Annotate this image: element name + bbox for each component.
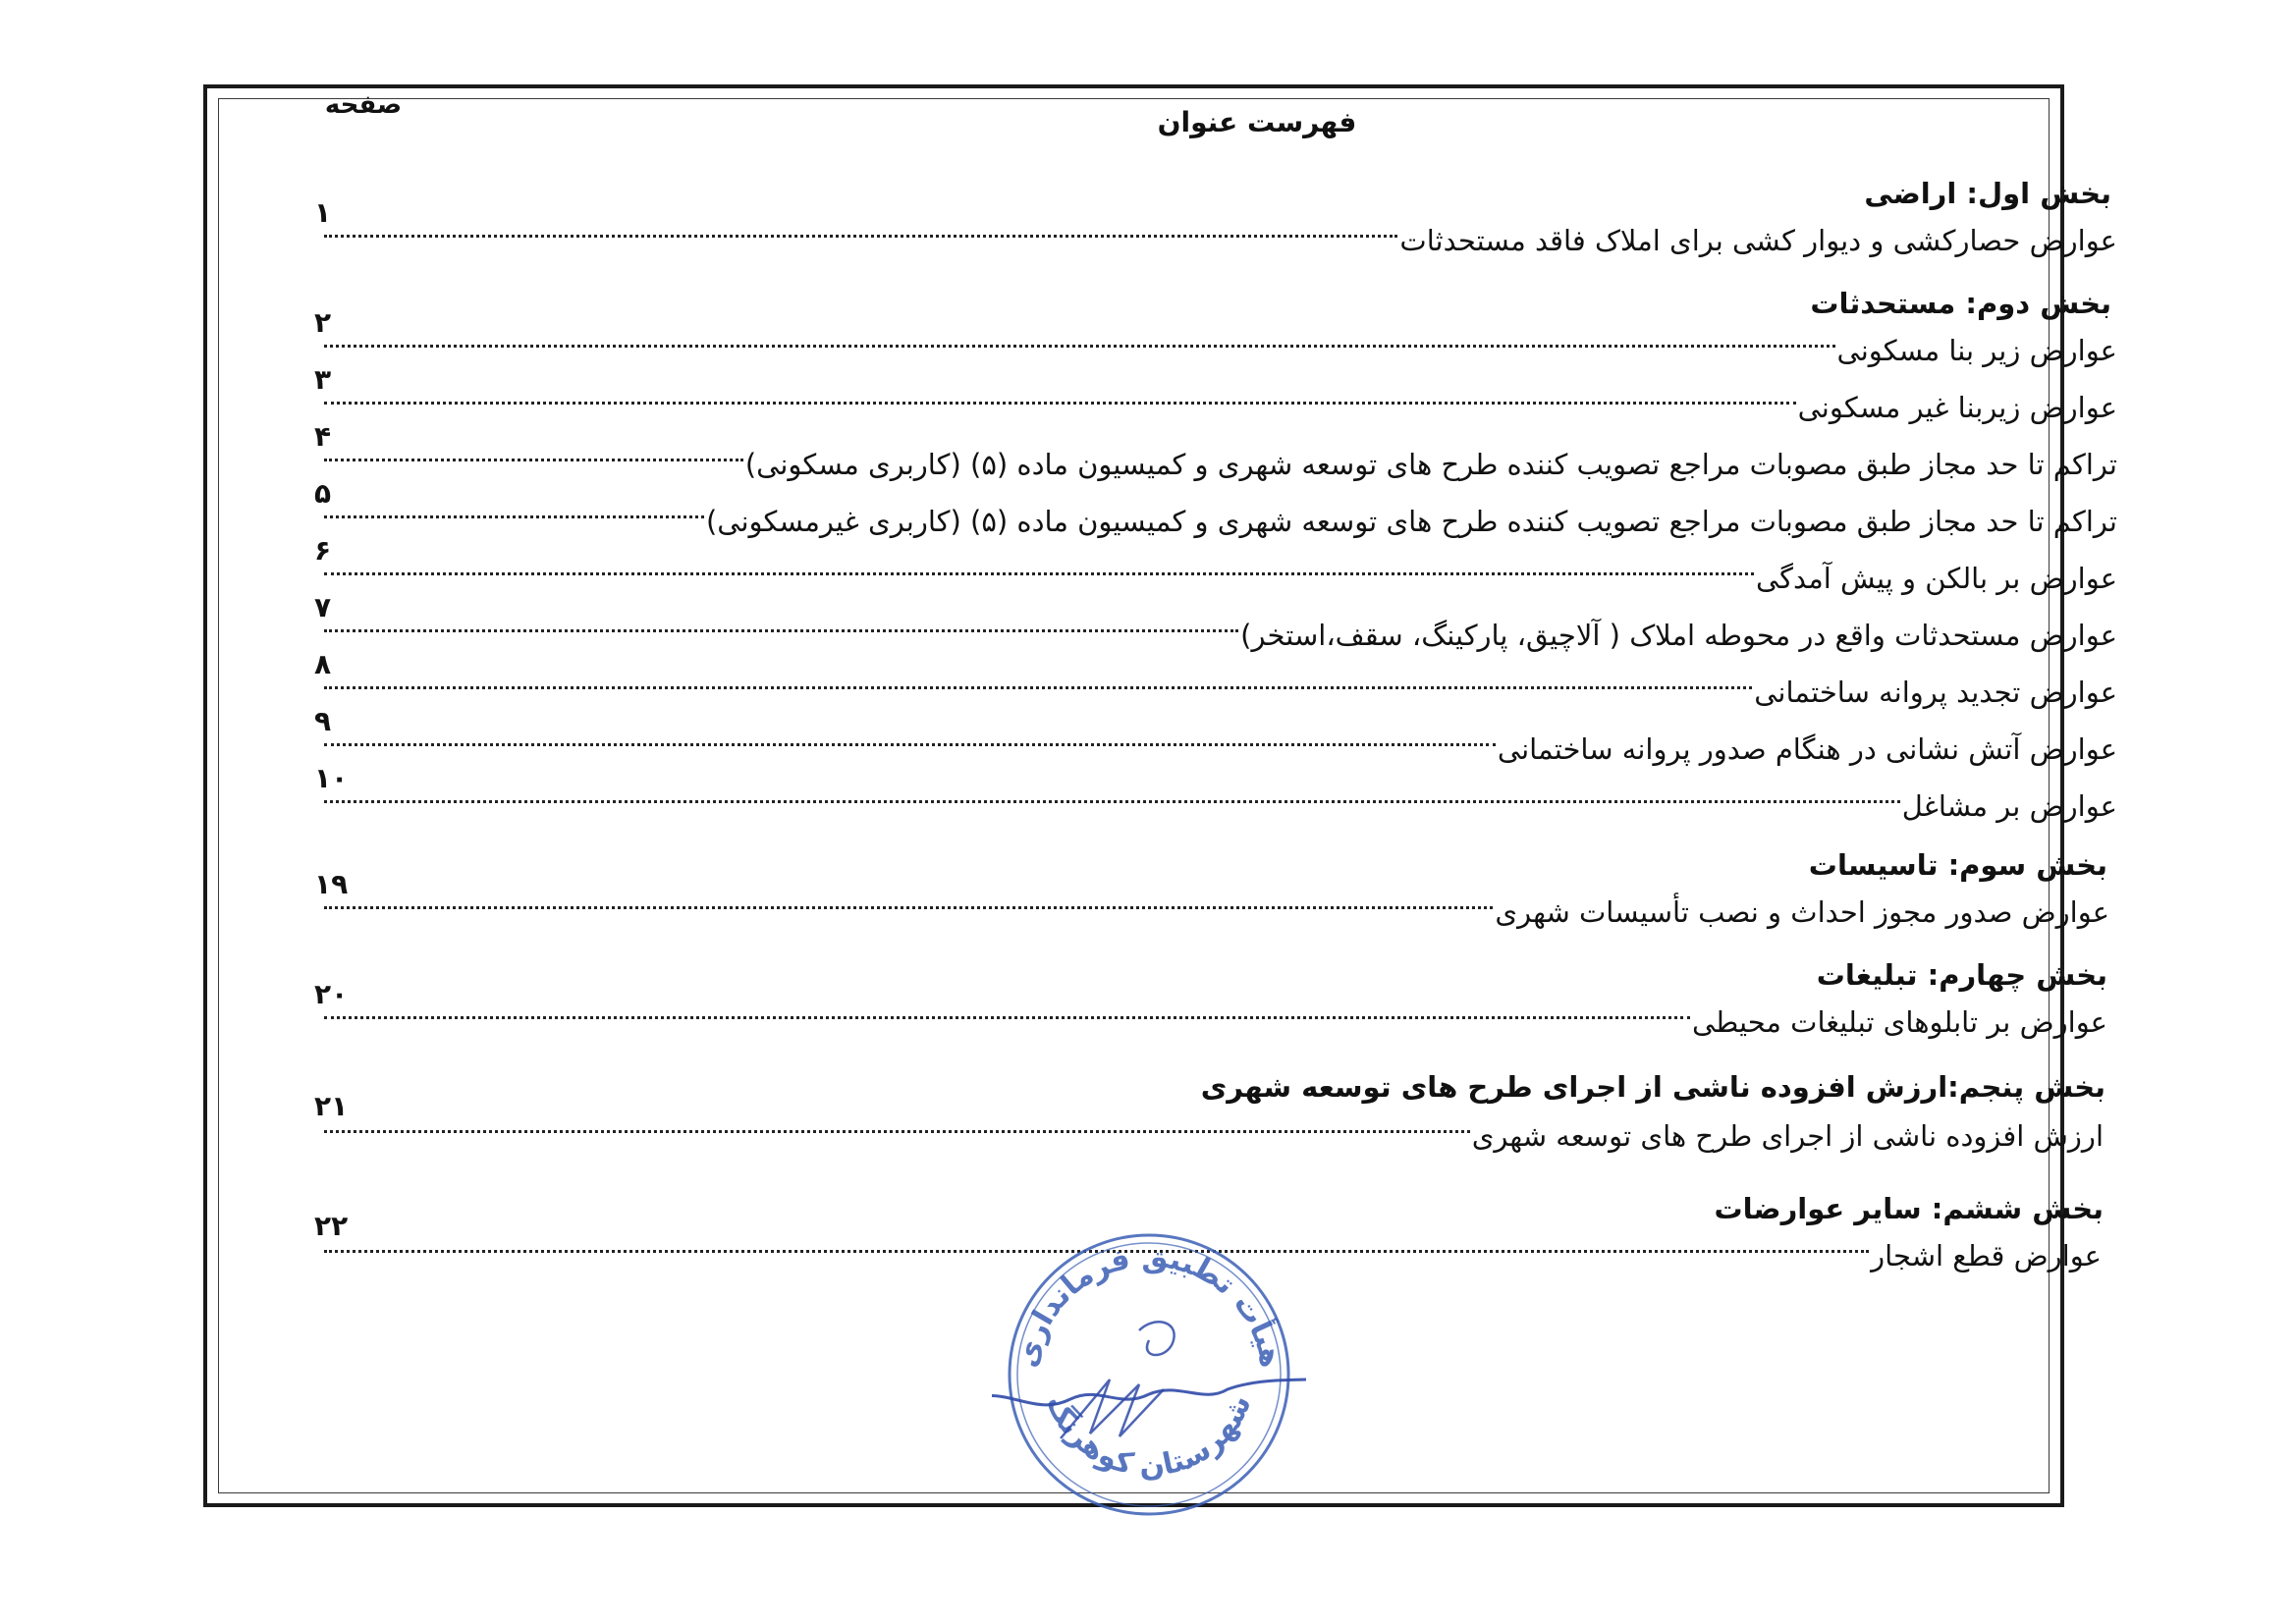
entry-title: عوارض صدور مجوز احداث و نصب تأسیسات شهری [1495, 895, 2109, 929]
dot-leader [324, 906, 1493, 909]
official-stamp-icon [992, 1213, 1306, 1527]
entry-title: عوارض بر مشاغل [1901, 789, 2117, 823]
page-title: فهرست عنوان [1157, 106, 1357, 138]
dot-leader [324, 402, 1796, 405]
section-heading: بخش پنجم:ارزش افزوده ناشی از اجرای طرح های توسعه شهری [1200, 1070, 2105, 1104]
entry-title: عوارض قطع اشجار [1871, 1239, 2102, 1272]
entry-title: تراکم تا حد مجاز طبق مصوبات مراجع تصویب کننده طرح های توسعه شهری و کمیسیون ماده (۵) (کاربری مسکونی) [744, 448, 2117, 481]
entry-title: عوارض بر بالکن و پیش آمدگی [1756, 562, 2117, 595]
dot-leader [324, 686, 1752, 689]
section-heading: بخش ششم: سایر عوارضات [1714, 1192, 2104, 1225]
page-number: ۹ [314, 705, 332, 737]
page-number: ۴ [314, 420, 332, 453]
toc-entry[interactable] [324, 619, 2117, 652]
stamp-text-bottom: شهرستان کوهرنگ [1039, 1389, 1259, 1485]
page-number: ۸ [314, 648, 332, 680]
entry-title: عوارض آتش نشانی در هنگام صدور پروانه ساختمانی [1497, 732, 2117, 766]
page-number: ۲۲ [314, 1210, 349, 1242]
entry-title: ارزش افزوده ناشی از اجرای طرح های توسعه شهری [1471, 1119, 2104, 1153]
page-number: ۱ [314, 196, 332, 229]
page-number: ۳ [314, 363, 332, 396]
toc-entry[interactable] [324, 334, 2117, 367]
toc-entry[interactable] [324, 562, 2117, 595]
dot-leader [324, 459, 743, 461]
entry-title: عوارض حصارکشی و دیوار کشی برای املاک فاقد مستحدثات [1399, 224, 2117, 257]
dot-leader [324, 235, 1397, 238]
toc-entry[interactable] [324, 505, 2117, 538]
toc-entry[interactable] [324, 895, 2109, 929]
entry-title: عوارض زیر بنا مسکونی [1836, 334, 2117, 367]
toc-entry[interactable] [324, 391, 2117, 424]
toc-entry[interactable] [324, 732, 2117, 766]
signature-stroke [992, 1378, 1306, 1405]
page-column-header: صفحه [324, 90, 403, 120]
dot-leader [324, 1130, 1470, 1133]
entry-title: عوارض بر تابلوهای تبلیغات محیطی [1691, 1005, 2107, 1039]
stamp-text-top: هیأت تطبیق فرمانداری [1010, 1239, 1288, 1371]
signature-loop [1139, 1322, 1175, 1355]
entry-title: عوارض تجدید پروانه ساختمانی [1754, 676, 2117, 709]
entry-title: تراکم تا حد مجاز طبق مصوبات مراجع تصویب کننده طرح های توسعه شهری و کمیسیون ماده (۵) (کاربری غیرمسکونی) [705, 505, 2117, 538]
page-number: ۱۹ [314, 868, 349, 900]
entry-title: عوارض مستحدثات واقع در محوطه املاک ( آلاچیق، پارکینگ، سقف،استخر) [1240, 619, 2117, 652]
page-number: ۱۰ [314, 762, 349, 794]
page-number: ۶ [314, 534, 332, 567]
page-number: ۲۱ [314, 1090, 349, 1122]
toc-entry[interactable] [324, 1005, 2107, 1039]
toc-entry[interactable] [324, 1119, 2104, 1153]
toc-entry[interactable] [324, 676, 2117, 709]
toc-entry[interactable] [324, 789, 2117, 823]
page-number: ۲۰ [314, 978, 349, 1010]
dot-leader [324, 1016, 1690, 1019]
toc-entry[interactable] [324, 224, 2117, 257]
dot-leader [324, 345, 1835, 348]
section-heading: بخش سوم: تاسیسات [1808, 848, 2107, 882]
dot-leader [324, 572, 1754, 575]
section-heading: بخش اول: اراضی [1864, 177, 2111, 210]
dot-leader [324, 515, 704, 518]
page-number: ۲ [314, 306, 332, 339]
section-heading: بخش چهارم: تبلیغات [1816, 958, 2107, 992]
page-number: ۵ [314, 477, 332, 510]
entry-title: عوارض زیربنا غیر مسکونی [1797, 391, 2117, 424]
toc-entry[interactable] [324, 448, 2117, 481]
page-number: ۷ [314, 591, 332, 623]
dot-leader [324, 743, 1496, 746]
section-heading: بخش دوم: مستحدثات [1810, 287, 2111, 320]
dot-leader [324, 800, 1900, 803]
dot-leader [324, 629, 1238, 632]
